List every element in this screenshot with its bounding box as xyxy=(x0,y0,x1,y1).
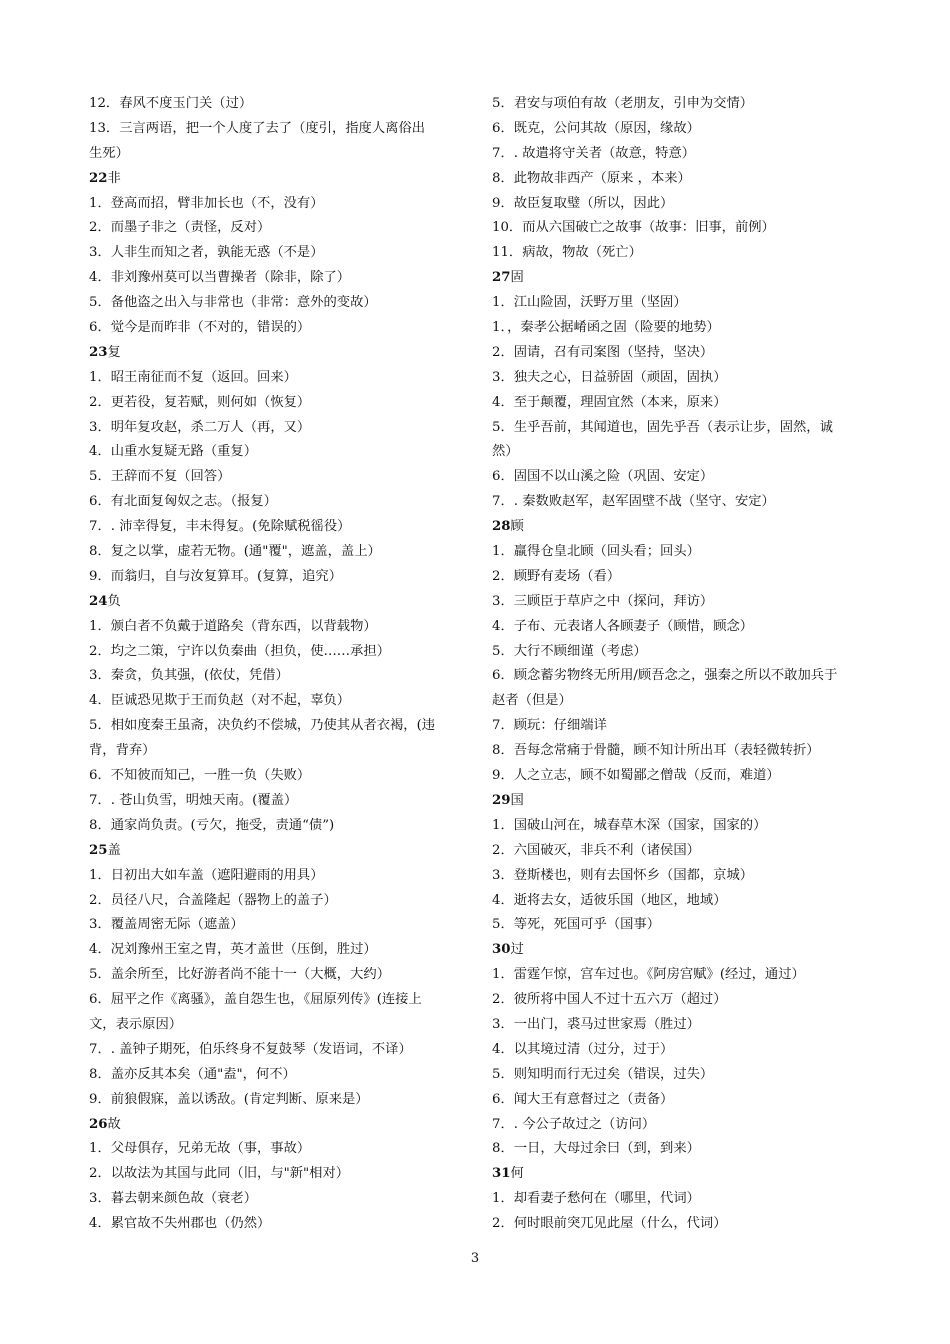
section-character: 非 xyxy=(107,170,121,186)
left-entry-line: 8．复之以掌，虚若无物。(通"覆"，遮盖，盖上） xyxy=(89,544,381,560)
left-entry-line: 5．备他盗之出入与非常也（非常：意外的变故） xyxy=(89,295,377,311)
left-entry-line: 生死） xyxy=(89,145,129,161)
left-entry-line: 5．盖余所至，比好游者尚不能十一（大概，大约） xyxy=(89,967,390,983)
right-entry-line: 1．，秦孝公据崤函之固（险要的地势） xyxy=(492,320,720,336)
right-entry-line: 3．独夫之心，日益骄固（顽固，固执） xyxy=(492,369,727,385)
left-entry-line: 4．非刘豫州莫可以当曹操者（除非，除了） xyxy=(89,270,351,286)
right-entry-line: 2．顾野有麦场（看） xyxy=(492,568,621,584)
section-number: 25 xyxy=(89,842,108,858)
section-heading xyxy=(492,1162,864,1187)
right-entry-line: 2．固请，召有司案图（坚持，坚决） xyxy=(492,344,714,360)
right-entry-line: 3．三顾臣于草庐之中（探问，拜访） xyxy=(492,593,714,609)
section-number: 29 xyxy=(492,792,511,808)
left-entry-line: 2．均之二策，宁许以负秦曲（担负，使……承担） xyxy=(89,643,390,659)
right-entry-line: 4．子布、元表诸人各顾妻子（顾惜，顾念） xyxy=(492,618,754,634)
left-entry-line: 2．更若役，复若赋，则何如（恢复） xyxy=(89,394,311,410)
left-entry-line: 2．员径八尺，合盖隆起（器物上的盖子） xyxy=(89,892,337,908)
section-number: 22 xyxy=(89,170,108,186)
section-character: 故 xyxy=(107,1116,121,1132)
section-heading xyxy=(492,789,864,814)
section-heading xyxy=(89,341,461,366)
section-number: 26 xyxy=(89,1116,108,1132)
right-entry-line: 5．则知明而行无过矣（错误，过失） xyxy=(492,1066,714,1082)
right-entry-line: 1．雷霆乍惊，宫车过也。《阿房宫赋》(经过，通过） xyxy=(492,967,805,983)
left-entry-line: 2．而墨子非之（责怪，反对） xyxy=(89,220,271,236)
section-heading xyxy=(89,839,461,864)
right-entry-line: 2．彼所将中国人不过十五六万（超过） xyxy=(492,992,727,1008)
section-number: 31 xyxy=(492,1166,511,1182)
right-entry-line: 6．顾念蓄劣物终无所用/顾吾念之，强秦之所以不敢加兵于 xyxy=(492,668,838,684)
section-heading xyxy=(492,515,864,540)
right-entry-line: 11．病故，物故（死亡） xyxy=(492,245,642,261)
right-entry-line: 然） xyxy=(492,444,519,460)
section-character: 顾 xyxy=(510,519,524,535)
left-entry-line: 1．颁白者不负戴于道路矣（背东西，以背载物） xyxy=(89,618,377,634)
right-column xyxy=(492,92,864,1237)
left-entry-line: 8．通家尚负责。(亏欠，拖受，责通“债”) xyxy=(89,817,335,833)
right-entry-line: 7．. 故遣将守关者（故意，特意） xyxy=(492,145,696,161)
left-entry-line: 12．春风不度玉门关（过） xyxy=(89,96,253,111)
section-number: 23 xyxy=(89,344,108,360)
right-entry-line: 8．此物故非西产（原来 ，本来） xyxy=(492,170,691,186)
right-entry-line: 9．故臣复取璧（所以，因此） xyxy=(492,195,674,211)
section-heading xyxy=(492,938,864,963)
section-number: 27 xyxy=(492,270,511,286)
right-entry-line: 8．吾每念常痛于骨髓，顾不知计所出耳（表轻微转折） xyxy=(492,743,820,759)
left-entry-line: 3．秦贪，负其强，(依仗，凭借） xyxy=(89,668,289,684)
right-entry-line: 6．固国不以山溪之险（巩固、安定） xyxy=(492,469,714,485)
left-entry-line: 4．累官故不失州郡也（仍然） xyxy=(89,1216,271,1232)
section-character: 负 xyxy=(107,593,121,609)
section-heading xyxy=(492,266,864,291)
right-entry-line: 赵者（但是） xyxy=(492,693,572,709)
right-entry-line: 6．既克，公问其故（原因，缘故） xyxy=(492,120,700,136)
left-entry-line: 1．日初出大如车盖（遮阳避雨的用具） xyxy=(89,867,324,883)
left-entry-line: 5．相如度秦王虽斋，决负约不偿城，乃使其从者衣褐，(违 xyxy=(89,718,436,734)
left-entry-line: 7．. 苍山负雪，明烛天南。(覆盖） xyxy=(89,792,298,808)
left-entry-line: 8．盖亦反其本矣（通"盍"，何不） xyxy=(89,1066,296,1082)
section-character: 固 xyxy=(510,270,524,286)
right-entry-line: 2．何时眼前突兀见此屋（什么，代词） xyxy=(492,1216,727,1232)
right-entry-line: 5．大行不顾细谨（考虑） xyxy=(492,643,647,659)
left-entry-line: 4．况刘豫州王室之胄，英才盖世（压倒，胜过） xyxy=(89,942,377,958)
section-number: 30 xyxy=(492,942,511,958)
right-entry-line: 4．以其境过清（过分，过于） xyxy=(492,1041,674,1057)
right-entry-line: 1．羸得仓皇北顾（回头看；回头） xyxy=(492,544,700,560)
left-entry-line: 3．覆盖周密无际（遮盖） xyxy=(89,917,244,933)
left-entry-line: 1．父母俱存，兄弟无故（事，事故） xyxy=(89,1141,311,1157)
left-entry-line: 6．不知彼而知己，一胜一负（失败） xyxy=(89,768,311,784)
left-entry-line: 1．登高而招，臂非加长也（不，没有） xyxy=(89,195,324,211)
left-entry-line: 3．暮去朝来颜色故（衰老） xyxy=(89,1191,258,1207)
right-entry-line: 2．六国破灭，非兵不利（诸侯国） xyxy=(492,842,700,858)
left-entry-line: 7．. 沛幸得复，丰未得复。(免除赋税徭役） xyxy=(89,519,351,535)
left-entry-line: 背，背弃） xyxy=(89,743,156,759)
page-number: 3 xyxy=(470,1251,480,1266)
section-character: 国 xyxy=(510,792,524,808)
right-entry-line: 5．君安与项伯有故（老朋友，引申为交情） xyxy=(492,96,754,111)
right-entry-line: 9．人之立志，顾不如蜀鄙之僧哉（反而，难道） xyxy=(492,768,780,784)
right-entry-line: 1．江山险固，沃野万里（坚固） xyxy=(492,295,687,311)
left-entry-line: 9．前狼假寐，盖以诱敌。(肯定判断、原来是） xyxy=(89,1091,369,1107)
left-entry-line: 5．王辞而不复（回答） xyxy=(89,469,231,485)
section-character: 复 xyxy=(107,344,121,360)
left-entry-line: 9．而翁归，自与汝复算耳。(复算，追究） xyxy=(89,568,342,584)
section-heading xyxy=(89,167,461,192)
section-heading xyxy=(89,1113,461,1138)
right-entry-line: 7．顾玩：仔细端详 xyxy=(492,718,607,734)
right-entry-line: 3．登斯楼也，则有去国怀乡（国都，京城） xyxy=(492,867,754,883)
left-entry-line: 2．以故法为其国与此同（旧，与"新"相对） xyxy=(89,1166,350,1182)
section-character: 盖 xyxy=(107,842,121,858)
left-entry-line: 6．屈平之作《离骚》，盖自怨生也，《屈原列传》(连接上 xyxy=(89,992,422,1008)
right-entry-line: 3．一出门，裘马过世家焉（胜过） xyxy=(492,1016,700,1032)
left-entry-line: 4．山重水复疑无路（重复） xyxy=(89,444,258,460)
section-heading xyxy=(89,590,461,615)
left-entry-line: 4．臣诚恐见欺于王而负赵（对不起，辜负） xyxy=(89,693,351,709)
section-number: 28 xyxy=(492,519,511,535)
section-character: 过 xyxy=(510,942,524,958)
left-entry-line: 7．. 盖钟子期死，伯乐终身不复鼓琴（发语词，不译） xyxy=(89,1041,412,1057)
left-entry-line: 13．三言两语，把一个人度了去了（度引，指度人离俗出 xyxy=(89,120,426,136)
left-column xyxy=(89,92,461,1237)
right-entry-line: 1．却看妻子愁何在（哪里，代词） xyxy=(492,1191,700,1207)
section-number: 24 xyxy=(89,593,108,609)
left-entry-line: 6．觉今是而昨非（不对的，错误的） xyxy=(89,320,311,336)
right-entry-line: 5．等死，死国可乎（国事） xyxy=(492,917,661,933)
right-entry-line: 6．闻大王有意督过之（责备） xyxy=(492,1091,674,1107)
left-entry-line: 3．人非生而知之者，孰能无惑（不是） xyxy=(89,245,324,261)
right-entry-line: 1．国破山河在，城春草木深（国家，国家的） xyxy=(492,817,767,833)
left-entry-line: 6．有北面复匈奴之志。（报复） xyxy=(89,494,277,510)
section-character: 何 xyxy=(510,1166,524,1182)
right-entry-line: 4．逝将去女，适彼乐国（地区，地域） xyxy=(492,892,727,908)
right-entry-line: 4．至于颠覆，理固宜然（本来，原来） xyxy=(492,394,727,410)
right-entry-line: 7．. 今公子故过之（访问） xyxy=(492,1116,656,1132)
right-entry-line: 10．而从六国破亡之故事（故事：旧事，前例） xyxy=(492,220,775,236)
left-entry-line: 文，表示原因） xyxy=(89,1016,183,1032)
right-entry-line: 7．. 秦数败赵军，赵军固壁不战（坚守、安定） xyxy=(492,494,775,510)
left-entry-line: 1．昭王南征而不复（返回。回来） xyxy=(89,369,297,385)
right-entry-line: 5．生乎吾前，其闻道也，固先乎吾（表示让步，固然，诚 xyxy=(492,419,833,435)
right-entry-line: 8．一日，大母过余曰（到，到来） xyxy=(492,1141,700,1157)
left-entry-line: 3．明年复攻赵，杀二万人（再，又） xyxy=(89,419,311,435)
